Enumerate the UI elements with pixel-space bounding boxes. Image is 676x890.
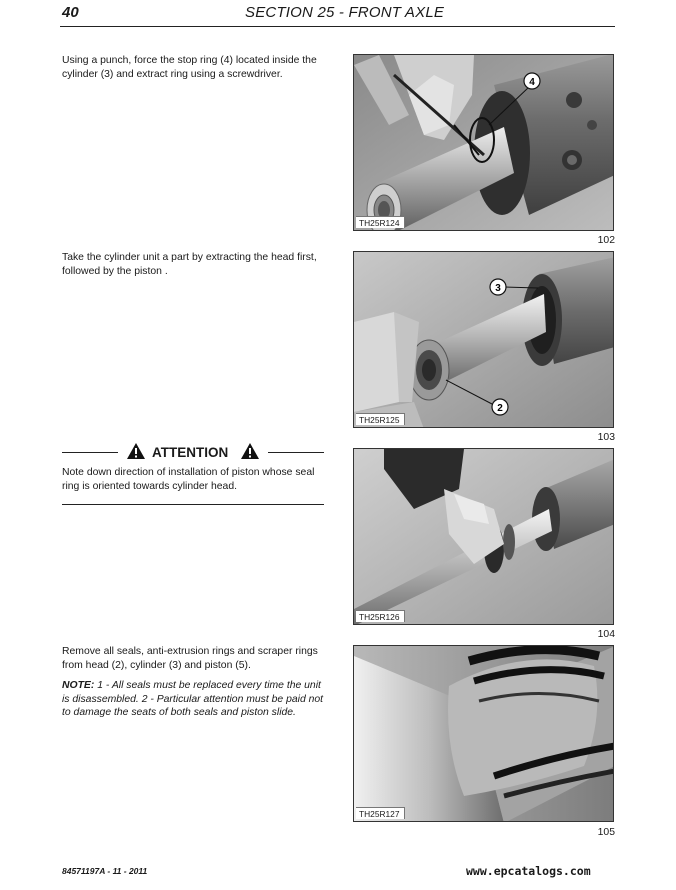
- note-paragraph: [62, 679, 324, 720]
- page-header: [60, 4, 615, 26]
- figure-103-number: 103: [597, 432, 615, 443]
- figure-102-callout-4: 4: [529, 77, 535, 88]
- figure-102-code: TH25R124: [356, 216, 405, 228]
- attention-banner: [62, 442, 324, 464]
- attention-rule-left: [62, 452, 118, 453]
- attention-rule-right: [268, 452, 324, 453]
- attention-text: Note down direction of installation of piston whose seal ring is oriented towards cylinder head.: [62, 467, 315, 492]
- figure-105-code: TH25R127: [356, 807, 405, 819]
- figure-103-code: TH25R125: [356, 413, 405, 425]
- warning-triangle-icon: [240, 442, 260, 460]
- figure-104-code: TH25R126: [356, 610, 405, 622]
- piston-seal-closeup-illustration: [354, 646, 614, 822]
- note-label: NOTE:: [62, 680, 95, 691]
- header-divider: [60, 26, 615, 27]
- figure-102-number: 102: [597, 235, 615, 246]
- figure-105-photo: [353, 645, 614, 822]
- document-code: 84571197A - 11 - 2011: [62, 866, 148, 876]
- figure-103-callout-3: 3: [495, 283, 501, 294]
- figure-103-callout-2: 2: [497, 403, 503, 414]
- figure-103-photo: [353, 251, 614, 428]
- warning-triangle-icon: [126, 442, 146, 460]
- page-number: 40: [62, 4, 79, 21]
- note-text: 1 - All seals must be replaced every time the unit is disassembled. 2 - Particular attention must be paid not to damage the seats of both seals and piston slide.: [62, 680, 324, 718]
- attention-label: ATTENTION: [152, 445, 229, 460]
- cylinder-head-extraction-illustration: [354, 252, 614, 428]
- step-text-2: Take the cylinder unit a part by extracting the head first, followed by the piston .: [62, 252, 317, 277]
- figure-105-number: 105: [597, 827, 615, 838]
- figure-104-number: 104: [597, 629, 615, 640]
- step-text-4: Remove all seals, anti-extrusion rings and scraper rings from head (2), cylinder (3) and piston (5).: [62, 646, 318, 671]
- footer-url-link[interactable]: www.epcatalogs.com: [466, 864, 591, 878]
- figure-102-photo: [353, 54, 614, 231]
- step-text-1: Using a punch, force the stop ring (4) located inside the cylinder (3) and extract ring using a screwdriver.: [62, 55, 317, 80]
- section-title: SECTION 25 - FRONT AXLE: [245, 4, 445, 21]
- piston-extraction-illustration: [354, 449, 614, 625]
- attention-bottom-rule: [62, 504, 324, 505]
- cylinder-stop-ring-illustration: [354, 55, 614, 231]
- figure-104-photo: [353, 448, 614, 625]
